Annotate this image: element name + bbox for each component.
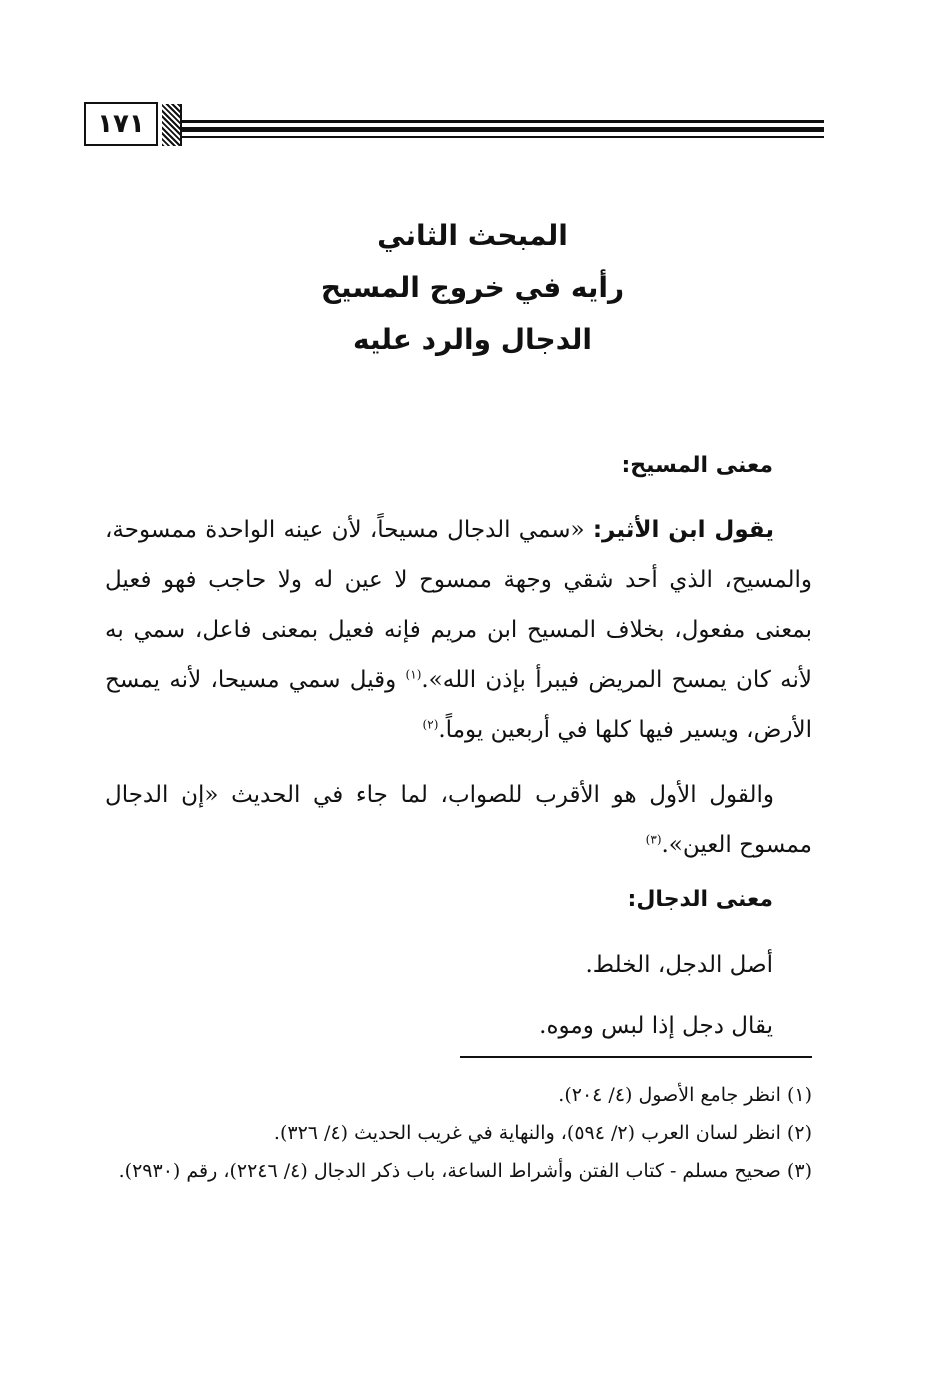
title-line-1: المبحث الثاني bbox=[377, 219, 568, 252]
paragraph-body: والقول الأول هو الأقرب للصواب، لما جاء في الحديث «إن الدجال ممسوح العين». bbox=[105, 782, 812, 858]
paragraph-lead: يقول ابن الأثير: bbox=[592, 517, 774, 543]
paragraph-first-opinion bbox=[105, 770, 812, 870]
footnote-ref: (١) bbox=[405, 667, 422, 682]
footnote-1: (١) انظر جامع الأصول (٤/ ٢٠٤). bbox=[558, 1084, 812, 1106]
dajjal-origin-line: أصل الدجل، الخلط. bbox=[585, 952, 773, 978]
page-header bbox=[84, 100, 824, 152]
section-heading-masih: معنى المسيح: bbox=[621, 453, 773, 478]
footnotes bbox=[105, 1076, 812, 1190]
footnote-separator bbox=[460, 1056, 812, 1058]
dajjal-definition-line: يقال دجل إذا لبس وموه. bbox=[539, 1013, 773, 1039]
footnote-ref: (٣) bbox=[645, 832, 662, 847]
chapter-title bbox=[0, 210, 945, 366]
header-rule bbox=[180, 120, 824, 123]
footnote-ref: (٢) bbox=[422, 717, 439, 732]
header-rule bbox=[180, 136, 824, 138]
header-rule bbox=[180, 127, 824, 132]
title-line-3: الدجال والرد عليه bbox=[352, 323, 593, 356]
footnote-2: (٢) انظر لسان العرب (٢/ ٥٩٤)، والنهاية في غريب الحديث (٤/ ٣٢٦). bbox=[273, 1122, 812, 1144]
section-heading-dajjal: معنى الدجال: bbox=[627, 887, 773, 912]
paragraph-text bbox=[105, 770, 812, 870]
paragraph-text bbox=[105, 505, 812, 755]
quote-text: «سمي الدجال مسيحاً، لأن عينه الواحدة ممسوحة، والمسيح، الذي أحد شقي وجهة ممسوح لا عين له ولا حاجب فهو فعيل بمعنى مفعول، بخلاف المسيح ابن مريم فإنه فعيل بمعنى فاعل، سمي به لأنه كان يمسح المريض فيبرأ بإذن الله». bbox=[105, 517, 812, 693]
page-number: ١٧١ bbox=[84, 102, 158, 146]
paragraph-continuation: وقيل سمي مسيحا، لأنه يمسح الأرض، ويسير فيها كلها في أربعين يوماً. bbox=[105, 667, 812, 743]
paragraph-ibn-athir bbox=[105, 505, 812, 755]
header-ornament bbox=[162, 104, 182, 146]
title-line-2: رأيه في خروج المسيح bbox=[320, 271, 625, 304]
footnote-3: (٣) صحيح مسلم - كتاب الفتن وأشراط الساعة، باب ذكر الدجال (٤/ ٢٢٤٦)، رقم (٢٩٣٠). bbox=[118, 1160, 812, 1182]
